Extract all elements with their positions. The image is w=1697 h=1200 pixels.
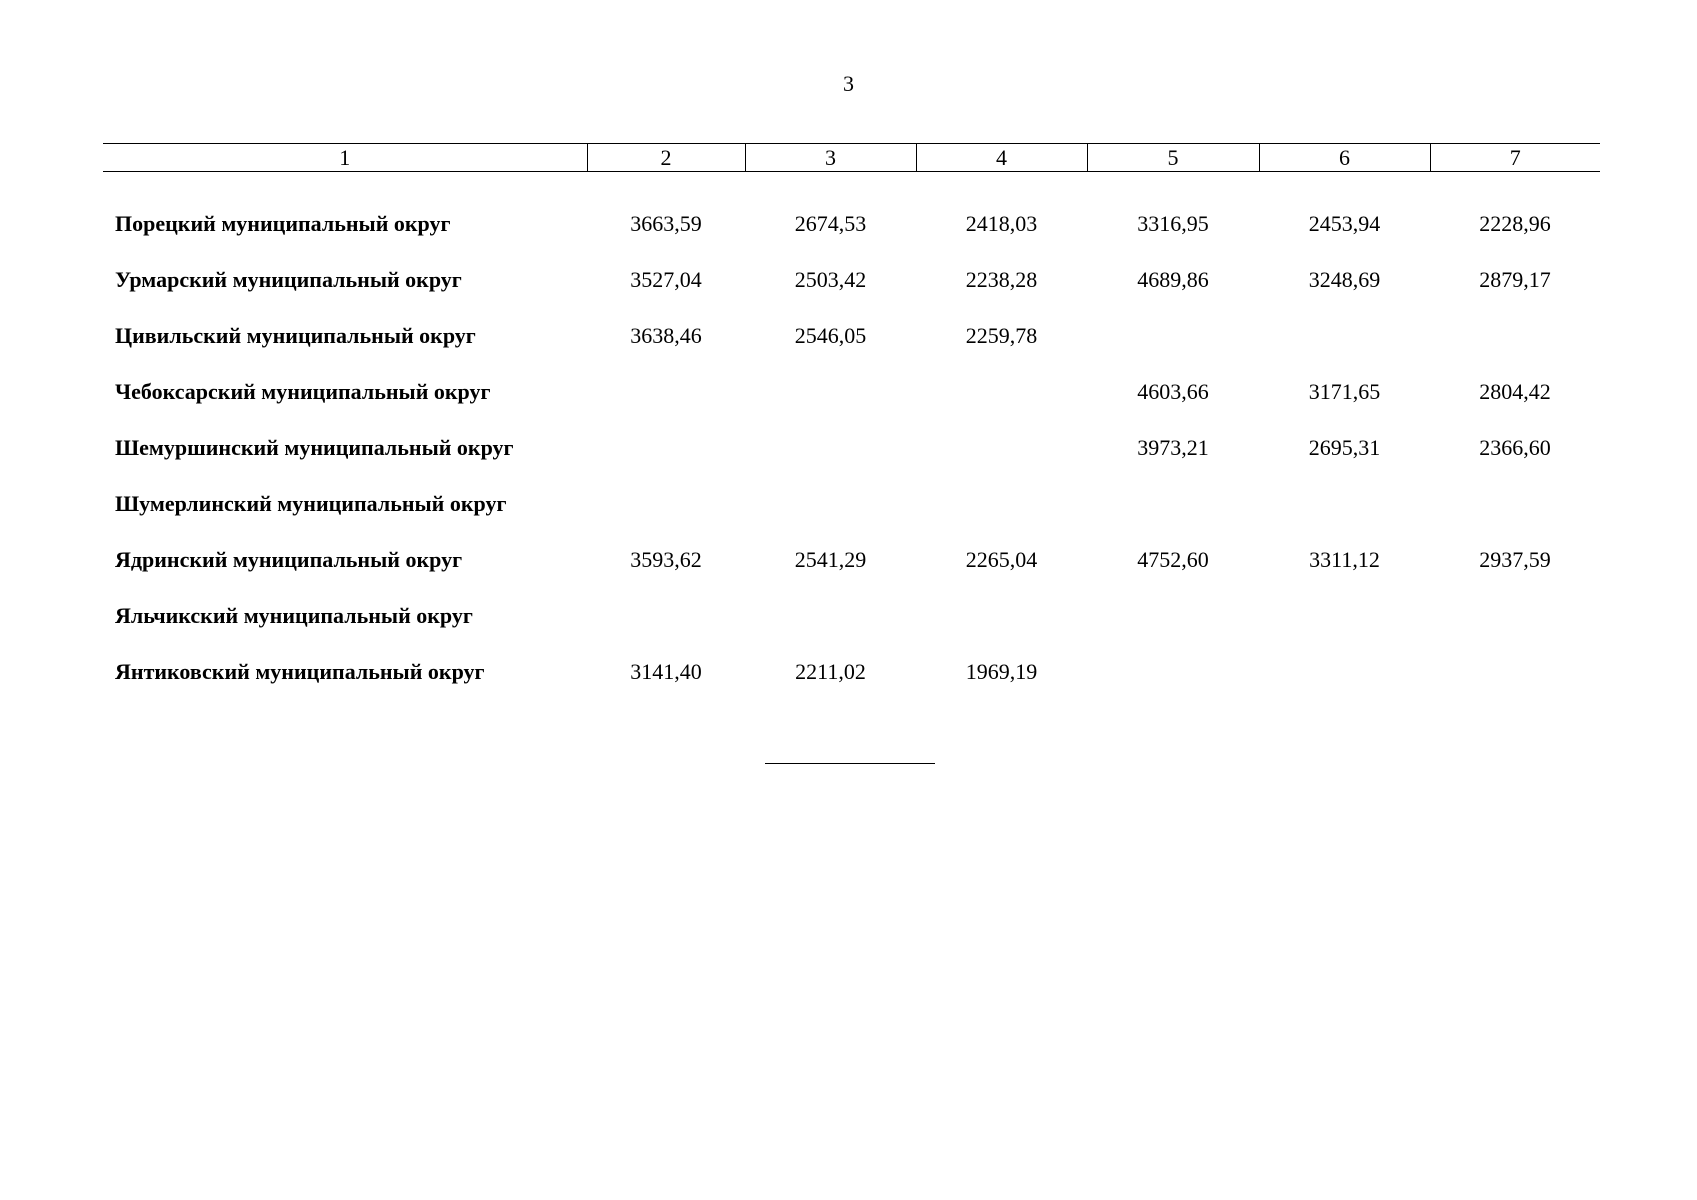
table-row	[103, 252, 1600, 308]
end-of-document-line	[765, 763, 935, 764]
table-cell	[587, 364, 745, 420]
table-cell: 3527,04	[630, 267, 702, 292]
table-cell	[916, 476, 1087, 532]
table-row	[103, 364, 1600, 420]
table-cell: 2695,31	[1308, 435, 1381, 460]
table-cell: 2453,94	[1308, 211, 1381, 236]
table-row	[103, 644, 1600, 700]
table-cell: 2804,42	[1479, 379, 1551, 404]
district-name: Чебоксарский муниципальный округ	[115, 379, 491, 404]
table-row	[103, 308, 1600, 364]
district-name: Цивильский муниципальный округ	[115, 323, 476, 348]
table-cell: 2879,17	[1479, 267, 1551, 292]
table-header	[103, 144, 1600, 172]
table-cell: 3311,12	[1309, 547, 1380, 572]
table-cell: 2541,29	[794, 547, 867, 572]
table-row	[103, 172, 1600, 253]
district-name: Шумерлинский муниципальный округ	[115, 491, 507, 516]
district-name: Порецкий муниципальный округ	[115, 211, 451, 236]
table-cell: 3248,69	[1308, 267, 1381, 292]
table-cell	[1259, 588, 1430, 644]
table-cell	[916, 420, 1087, 476]
table-cell: 2674,53	[794, 211, 867, 236]
column-header-6: 6	[1259, 144, 1430, 172]
table-cell	[1259, 308, 1430, 364]
column-header-3: 3	[745, 144, 916, 172]
table-cell: 1969,19	[965, 659, 1038, 684]
table-cell: 3316,95	[1137, 211, 1209, 236]
data-table	[103, 143, 1600, 700]
table-cell: 2228,96	[1479, 211, 1551, 236]
table-cell	[745, 588, 916, 644]
table-cell	[745, 420, 916, 476]
table-cell: 3638,46	[630, 323, 702, 348]
column-header-2: 2	[587, 144, 745, 172]
table-cell: 4752,60	[1137, 547, 1209, 572]
header-row	[103, 144, 1600, 172]
table-cell: 2937,59	[1479, 547, 1551, 572]
table-cell: 2265,04	[965, 547, 1038, 572]
column-header-1: 1	[103, 144, 587, 172]
table-cell: 3171,65	[1308, 379, 1381, 404]
table-cell	[1259, 476, 1430, 532]
data-table-container	[103, 143, 1600, 700]
table-cell: 2211,02	[795, 659, 866, 684]
table-row	[103, 476, 1600, 532]
table-cell: 4603,66	[1137, 379, 1209, 404]
column-header-4: 4	[916, 144, 1087, 172]
table-cell	[1430, 476, 1600, 532]
table-cell	[1087, 644, 1259, 700]
table-cell	[916, 364, 1087, 420]
table-cell	[1087, 308, 1259, 364]
table-cell: 2418,03	[965, 211, 1038, 236]
table-cell	[745, 364, 916, 420]
column-header-7: 7	[1430, 144, 1600, 172]
table-cell	[587, 420, 745, 476]
column-header-5: 5	[1087, 144, 1259, 172]
table-row	[103, 420, 1600, 476]
table-cell: 2238,28	[965, 267, 1038, 292]
table-row	[103, 532, 1600, 588]
table-cell: 2259,78	[965, 323, 1038, 348]
district-name: Урмарский муниципальный округ	[115, 267, 462, 292]
table-cell: 2366,60	[1479, 435, 1551, 460]
table-cell: 4689,86	[1137, 267, 1209, 292]
page-number: 3	[843, 71, 854, 96]
district-name: Янтиковский муниципальный округ	[115, 659, 485, 684]
table-cell	[916, 588, 1087, 644]
table-cell: 3141,40	[630, 659, 702, 684]
district-name: Яльчикский муниципальный округ	[115, 603, 473, 628]
table-cell	[745, 476, 916, 532]
table-body	[103, 172, 1600, 701]
table-cell	[1087, 588, 1259, 644]
table-cell: 3663,59	[630, 211, 702, 236]
table-cell	[1259, 644, 1430, 700]
table-cell	[1430, 644, 1600, 700]
table-row	[103, 588, 1600, 644]
table-cell: 3973,21	[1137, 435, 1209, 460]
table-cell	[1430, 308, 1600, 364]
table-cell	[1430, 588, 1600, 644]
table-cell	[1087, 476, 1259, 532]
table-cell	[587, 588, 745, 644]
table-cell	[587, 476, 745, 532]
table-cell: 2503,42	[794, 267, 867, 292]
table-cell: 2546,05	[794, 323, 867, 348]
district-name: Ядринский муниципальный округ	[115, 547, 463, 572]
district-name: Шемуршинский муниципальный округ	[115, 435, 514, 460]
table-cell: 3593,62	[630, 547, 702, 572]
